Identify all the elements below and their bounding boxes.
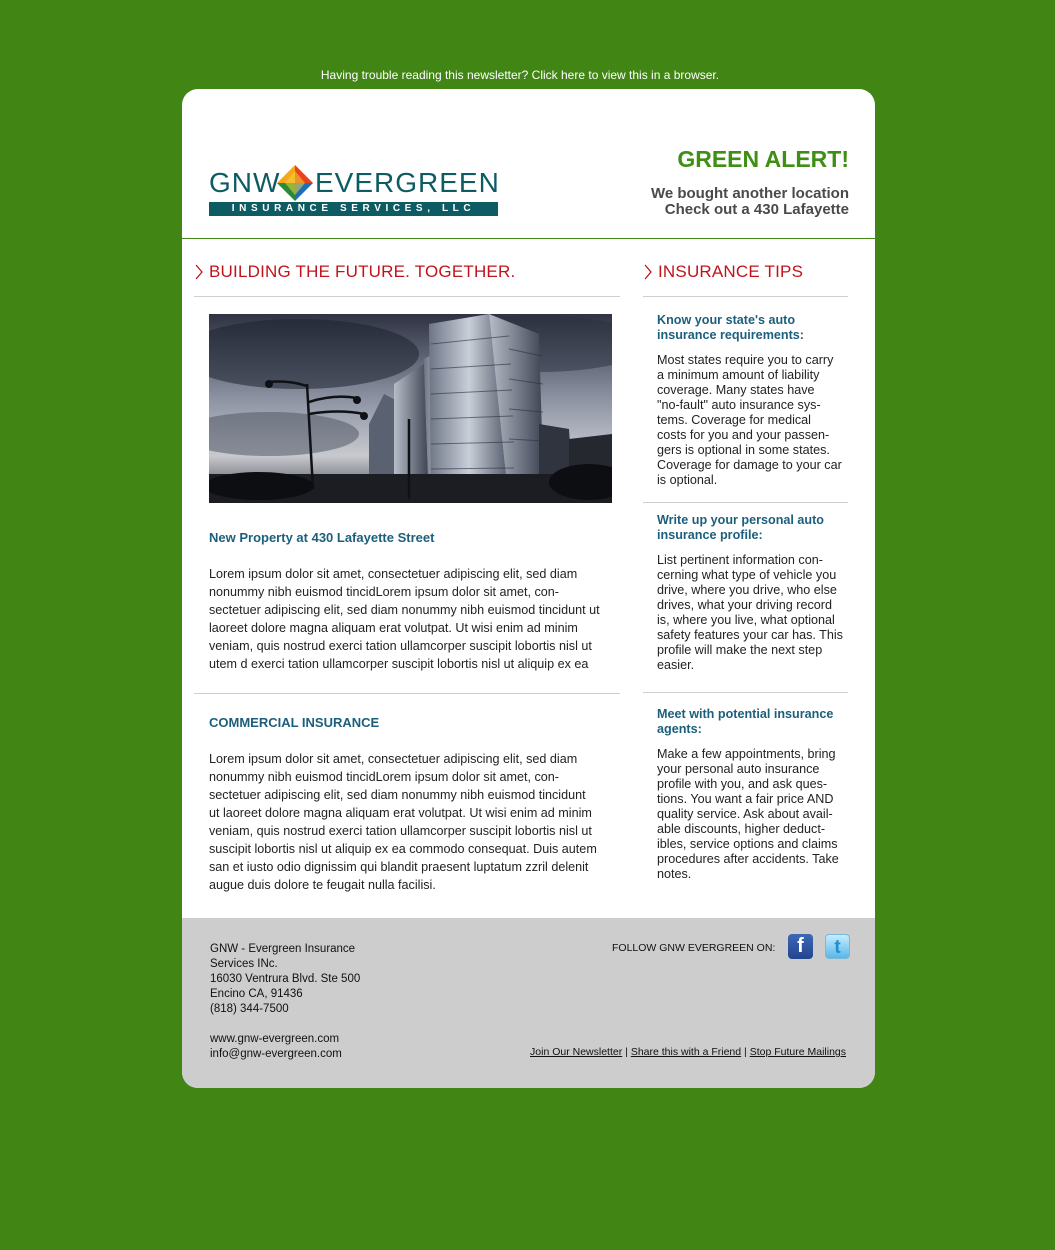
- alert-line-2: Check out a 430 Lafayette: [664, 201, 849, 218]
- tip-text-state-requirements: [657, 353, 855, 488]
- article2-line: nonummy nibh euismod tincidLorem ipsum dolor sit amet, con-: [209, 770, 559, 784]
- tip-line: Coverage for damage to your car: [657, 458, 842, 472]
- tip-line: procedures after accidents. Take: [657, 852, 839, 866]
- tip-line: costs for you and your passen-: [657, 428, 830, 442]
- alert-line-1: We bought another location: [650, 185, 849, 202]
- logo-text-right: EVERGREEN: [315, 167, 500, 198]
- tip-line: List pertinent information con-: [657, 553, 823, 567]
- tip-line: your personal auto insurance: [657, 762, 820, 776]
- tip-line: tions. You want a fair price AND: [657, 792, 834, 806]
- article1-line: sectetuer adipiscing elit, sed diam nonummy nibh euismod tincidunt ut: [209, 603, 600, 617]
- footer-links: [530, 1046, 846, 1058]
- twitter-icon[interactable]: t: [825, 934, 850, 959]
- article1-line: nonummy nibh euismod tincidLorem ipsum dolor sit amet, con-: [209, 585, 559, 599]
- sidebar-divider-2: [643, 692, 848, 693]
- tip-line: a minimum amount of liability: [657, 368, 820, 382]
- article2-line: sectetuer adipiscing elit, sed diam nonummy nibh euismod tincidunt: [209, 788, 586, 802]
- sidebar-section-title: INSURANCE TIPS: [658, 262, 804, 281]
- sidebar-section-heading: [658, 262, 803, 282]
- article1-line: Lorem ipsum dolor sit amet, consectetuer adipiscing elit, sed diam: [209, 567, 578, 581]
- article-title-new-property[interactable]: New Property at 430 Lafayette Street: [209, 530, 435, 545]
- article2-line: suscipit lobortis nisl ut aliquip ex ea commodo consequat. Duis autem: [209, 842, 597, 856]
- address-line: Encino CA, 91436: [210, 988, 303, 1000]
- building-image: [209, 314, 612, 503]
- chevron-right-icon: [643, 264, 653, 280]
- tip-line: cerning what type of vehicle you: [657, 568, 837, 582]
- article2-line: Lorem ipsum dolor sit amet, consectetuer adipiscing elit, sed diam: [209, 752, 578, 766]
- tip-line: gers is optional in some states.: [657, 443, 830, 457]
- address-line: GNW - Evergreen Insurance: [210, 943, 356, 955]
- contact-links: [210, 1032, 342, 1062]
- tip-line: is optional.: [657, 473, 718, 487]
- main-section-heading: [209, 262, 515, 282]
- stop-mailings-link[interactable]: Stop Future Mailings: [749, 1046, 846, 1058]
- tip-title-line: Know your state's auto: [657, 313, 796, 327]
- diamond-logo-icon: [277, 165, 313, 201]
- tip-line: Make a few appointments, bring: [657, 747, 836, 761]
- tip-line: quality service. Ask about avail-: [657, 807, 833, 821]
- article-body-new-property: [209, 565, 629, 673]
- tip-title-personal-profile: [657, 513, 857, 543]
- tip-line: profile with you, and ask ques-: [657, 777, 828, 791]
- tip-text-meet-agents: [657, 747, 855, 882]
- phone-number: (818) 344-7500: [210, 1003, 289, 1015]
- logo-text-left: GNW: [209, 167, 281, 198]
- address-line: 16030 Ventrura Blvd. Ste 500: [210, 973, 361, 985]
- tip-line: drive, where you drive, who else: [657, 583, 837, 597]
- footer: [182, 918, 875, 1088]
- email-link[interactable]: info@gnw-evergreen.com: [210, 1048, 342, 1060]
- website-link[interactable]: www.gnw-evergreen.com: [210, 1033, 340, 1045]
- tip-title-line: insurance requirements:: [657, 328, 804, 342]
- article1-line: veniam, quis nostrud exerci tation ullamcorper suscipit lobortis nisl ut: [209, 639, 592, 653]
- preheader[interactable]: [0, 68, 1040, 82]
- join-newsletter-link[interactable]: Join Our Newsletter: [530, 1046, 623, 1058]
- article-body-commercial-insurance: [209, 750, 629, 894]
- alert-title: GREEN ALERT!: [677, 146, 849, 172]
- header-divider: [182, 238, 875, 239]
- share-with-friend-link[interactable]: Share this with a Friend: [630, 1046, 742, 1058]
- link-separator: |: [625, 1046, 628, 1058]
- tip-title-line: insurance profile:: [657, 528, 763, 542]
- tip-line: is, where you live, what optional: [657, 613, 835, 627]
- link-separator: |: [744, 1046, 747, 1058]
- article2-line: veniam, quis nostrud exerci tation ullamcorper suscipit lobortis nisl ut: [209, 824, 592, 838]
- tip-title-meet-agents: [657, 707, 857, 737]
- article-title-commercial-insurance[interactable]: COMMERCIAL INSURANCE: [209, 715, 380, 730]
- newsletter-card: [182, 89, 875, 1088]
- tip-title-line: Write up your personal auto: [657, 513, 825, 527]
- tip-line: able discounts, higher deduct-: [657, 822, 826, 836]
- tip-title-state-requirements: [657, 313, 857, 343]
- main-divider-middle: [194, 693, 620, 694]
- tip-line: easier.: [657, 658, 695, 672]
- article2-line: augue duis dolore te feugait nulla facilisi.: [209, 878, 436, 892]
- main-section-title: BUILDING THE FUTURE. TOGETHER.: [209, 262, 516, 281]
- article1-line: laoreet dolore magna aliquam erat volutpat. Ut wisi enim ad minim: [209, 621, 578, 635]
- building-photo: [209, 314, 612, 503]
- chevron-right-icon: [194, 264, 204, 280]
- sidebar-divider-1: [643, 502, 848, 503]
- tip-title-line: agents:: [657, 722, 702, 736]
- facebook-icon[interactable]: f: [788, 934, 813, 959]
- view-in-browser-link[interactable]: Having trouble reading this newsletter? Click here to view this in a browser.: [320, 68, 720, 82]
- tip-line: "no-fault" auto insurance sys-: [657, 398, 821, 412]
- tip-line: profile will make the next step: [657, 643, 823, 657]
- main-divider-top: [194, 296, 620, 297]
- address-line: Services INc.: [210, 958, 278, 970]
- tip-line: notes.: [657, 867, 692, 881]
- article1-line: utem d exerci tation ullamcorper suscipit lobortis nisl ut aliquip ex ea: [209, 657, 589, 671]
- logo-subtitle: INSURANCE SERVICES, LLC: [209, 202, 498, 216]
- tip-line: safety features your car has. This: [657, 628, 843, 642]
- tip-line: ibles, service options and claims: [657, 837, 838, 851]
- company-logo[interactable]: [209, 166, 499, 216]
- article2-line: ut laoreet dolore magna aliquam erat volutpat. Ut wisi enim ad minim: [209, 806, 592, 820]
- tip-line: drives, what your driving record: [657, 598, 832, 612]
- company-address: [210, 942, 360, 1017]
- sidebar-divider-top: [643, 296, 848, 297]
- tip-text-personal-profile: [657, 553, 855, 673]
- tip-line: tems. Coverage for medical: [657, 413, 811, 427]
- tip-title-line: Meet with potential insurance: [657, 707, 834, 721]
- follow-label: FOLLOW GNW EVERGREEN ON:: [612, 942, 776, 954]
- tip-line: Most states require you to carry: [657, 353, 834, 367]
- article2-line: san et iusto odio dignissim qui blandit praesent luptatum zzril delenit: [209, 860, 589, 874]
- tip-line: coverage. Many states have: [657, 383, 815, 397]
